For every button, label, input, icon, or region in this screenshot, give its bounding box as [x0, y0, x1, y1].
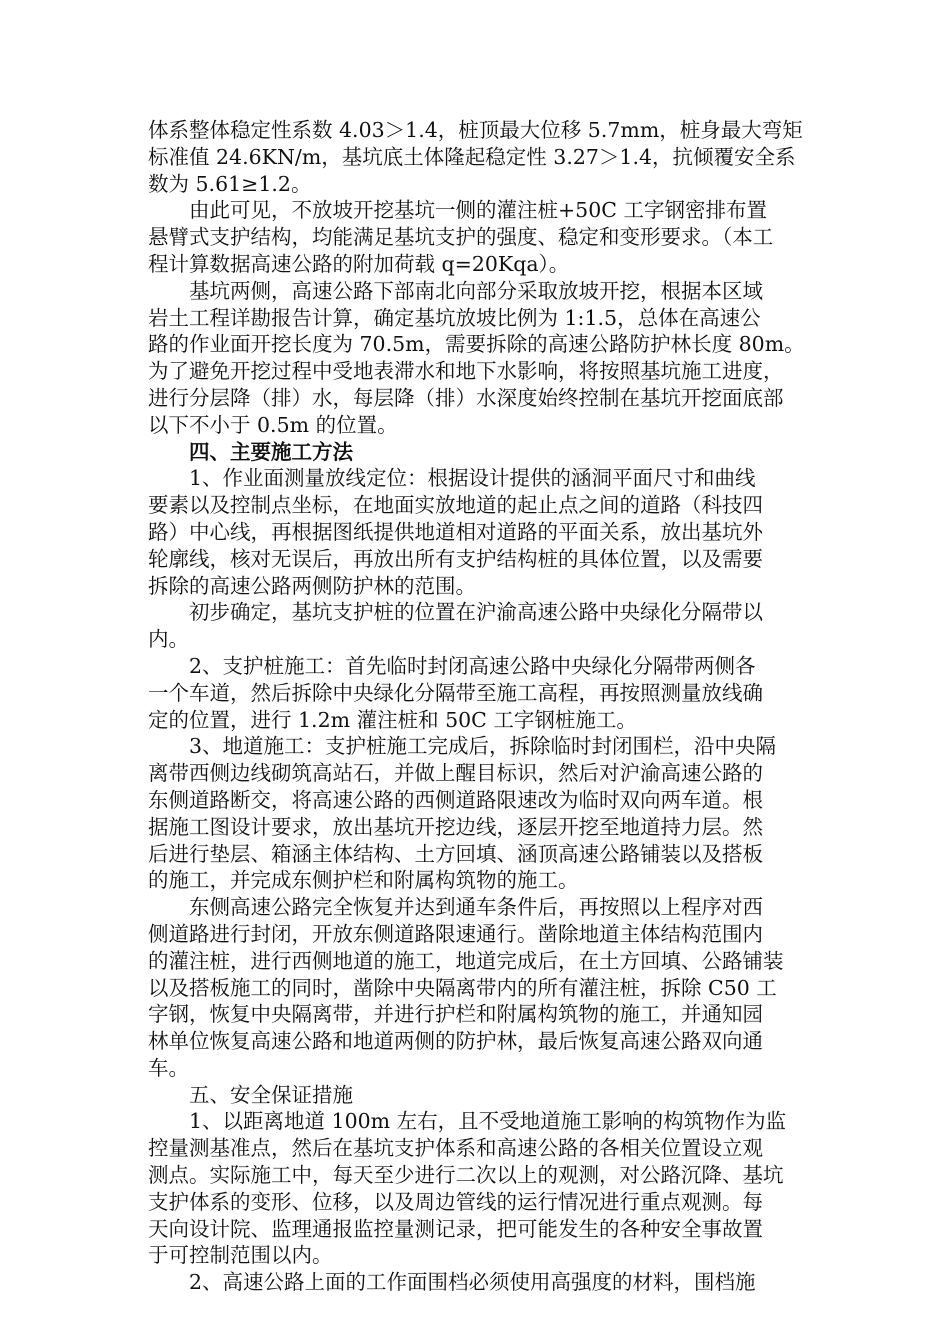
text-line: 内。 — [148, 627, 189, 652]
text-line: 悬臂式支护结构，均能满足基坑支护的强度、稳定和变形要求。（本工 — [148, 225, 774, 250]
text-line: 字钢，恢复中央隔离带，并进行护栏和附属构筑物的施工，并通知园 — [148, 1002, 763, 1027]
text-line: 东侧道路断交，将高速公路的西侧道路限速改为临时双向两车道。根 — [148, 787, 763, 812]
text-line: 程计算数据高速公路的附加荷载 q=20Kqa）。 — [148, 251, 570, 276]
text-line: 定的位置，进行 1.2m 灌注桩和 50C 工字钢桩施工。 — [148, 707, 637, 732]
text-line: 以下不小于 0.5m 的位置。 — [148, 412, 398, 437]
text-line: 2、高速公路上面的工作面围档必须使用高强度的材料，围档施 — [148, 1270, 756, 1295]
text-line: 路的作业面开挖长度为 70.5m，需要拆除的高速公路防护林长度 80m。 — [148, 332, 805, 357]
text-line: 路）中心线，再根据图纸提供地道相对道路的平面关系，放出基坑外 — [148, 519, 763, 544]
text-line: 1、以距离地道 100m 左右，且不受地道施工影响的构筑物作为监 — [148, 1109, 787, 1134]
text-line: 东侧高速公路完全恢复并达到通车条件后，再按照以上程序对西 — [148, 895, 763, 920]
text-line: 2、支护桩施工：首先临时封闭高速公路中央绿化分隔带两侧各 — [148, 653, 756, 678]
text-line: 的灌注桩，进行西侧地道的施工，地道完成后，在土方回填、公路铺装 — [148, 948, 784, 973]
text-line: 离带西侧边线砌筑高站石，并做上醒目标识，然后对沪渝高速公路的 — [148, 761, 763, 786]
text-line: 要素以及控制点坐标，在地面实放地道的起止点之间的道路（科技四 — [148, 493, 763, 518]
text-line: 为了避免开挖过程中受地表滞水和地下水影响，将按照基坑施工进度， — [148, 359, 784, 384]
text-line: 体系整体稳定性系数 4.03＞1.4，桩顶最大位移 5.7mm，桩身最大弯矩 — [148, 118, 803, 142]
text-line: 车。 — [148, 1055, 189, 1080]
document-body — [148, 117, 808, 1296]
text-line: 1、作业面测量放线定位：根据设计提供的涵洞平面尺寸和曲线 — [148, 466, 756, 491]
text-line: 一个车道，然后拆除中央绿化分隔带至施工高程，再按照测量放线确 — [148, 680, 763, 705]
text-line: 测点。实际施工中，每天至少进行二次以上的观测，对公路沉降、基坑 — [148, 1163, 784, 1188]
text-line: 3、地道施工：支护桩施工完成后，拆除临时封闭围栏，沿中央隔 — [148, 734, 777, 759]
text-line: 进行分层降（排）水，每层降（排）水深度始终控制在基坑开挖面底部 — [148, 385, 784, 410]
text-line: 于可控制范围以内。 — [148, 1243, 333, 1268]
section-heading: 五、安全保证措施 — [148, 1082, 353, 1107]
text-line: 岩土工程详勘报告计算，确定基坑放坡比例为 1:1.5，总体在高速公 — [148, 305, 761, 330]
text-line: 天向设计院、监理通报监控量测记录，把可能发生的各种安全事故置 — [148, 1216, 763, 1241]
text-line: 支护体系的变形、位移，以及周边管线的运行情况进行重点观测。每 — [148, 1189, 763, 1214]
text-line: 侧道路进行封闭，开放东侧道路限速通行。凿除地道主体结构范围内 — [148, 921, 763, 946]
text-line: 据施工图设计要求，放出基坑开挖边线，逐层开挖至地道持力层。然 — [148, 814, 763, 839]
text-line: 控量测基准点，然后在基坑支护体系和高速公路的各相关位置设立观 — [148, 1136, 763, 1161]
text-line: 的施工，并完成东侧护栏和附属构筑物的施工。 — [148, 868, 579, 893]
section-heading: 四、主要施工方法 — [148, 439, 353, 464]
text-line: 以及搭板施工的同时，凿除中央隔离带内的所有灌注桩，拆除 C50 工 — [148, 975, 777, 1000]
text-line: 轮廓线，核对无误后，再放出所有支护结构桩的具体位置，以及需要 — [148, 546, 763, 571]
text-line: 初步确定，基坑支护桩的位置在沪渝高速公路中央绿化分隔带以 — [148, 600, 763, 625]
text-line: 拆除的高速公路两侧防护林的范围。 — [148, 573, 476, 598]
text-line: 林单位恢复高速公路和地道两侧的防护林，最后恢复高速公路双向通 — [148, 1029, 763, 1054]
text-line: 标准值 24.6KN/m，基坑底土体隆起稳定性 3.27＞1.4，抗倾覆安全系 — [148, 144, 796, 169]
text-line: 后进行垫层、箱涵主体结构、土方回填、涵顶高速公路铺装以及搭板 — [148, 841, 763, 866]
text-line: 数为 5.61≥1.2。 — [148, 171, 312, 196]
text-line: 基坑两侧，高速公路下部南北向部分采取放坡开挖，根据本区域 — [148, 278, 763, 303]
text-line: 由此可见，不放坡开挖基坑一侧的灌注桩+50C 工字钢密排布置 — [148, 198, 767, 223]
